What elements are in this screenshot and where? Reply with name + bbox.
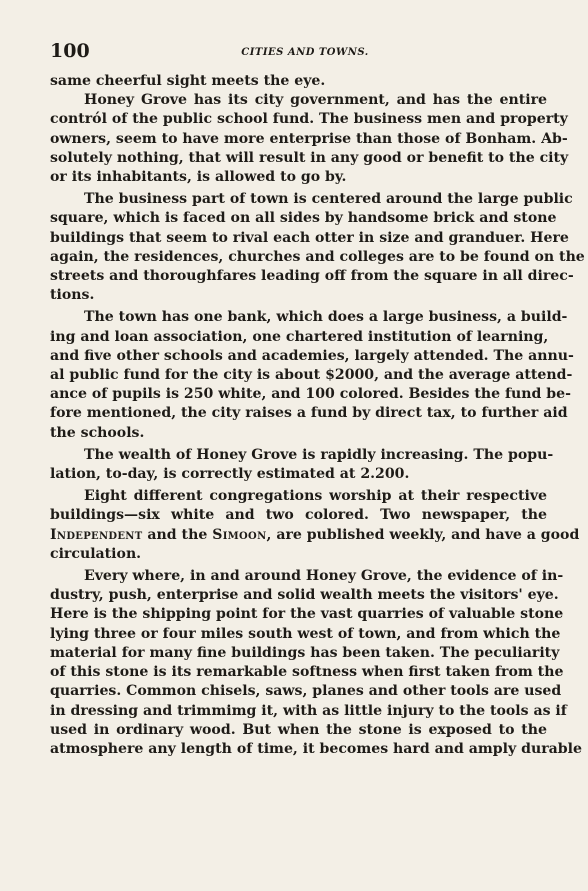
text-line: lation, to-day, is correctly estimated at 2.200. <box>50 466 410 483</box>
text-line: Eight different congregations worship at their respective <box>84 488 547 505</box>
text-line: streets and thoroughfares leading off from the square in all direc- <box>50 268 574 285</box>
running-head: CITIES AND TOWNS. <box>241 47 369 58</box>
text-line: and five other schools and academies, largely attended. The annu- <box>50 347 574 364</box>
text-line: again, the residences, churches and colleges are to be found on the <box>50 248 585 265</box>
text-line: atmosphere any length of time, it becomes hard and amply durable <box>50 740 582 757</box>
text-line: fore mentioned, the city raises a fund by direct tax, to further aid <box>50 405 568 422</box>
text-line: Honey Grove has its city government, and has the entire <box>84 92 547 109</box>
text-line: quarries. Common chisels, saws, planes and other tools are used <box>50 683 562 700</box>
text-line: owners, seem to have more enterprise than those of Bonham. Ab- <box>50 130 568 147</box>
text-line-newspapers <box>50 526 580 545</box>
newspaper-name-simoon: Simoon <box>212 526 267 543</box>
paragraph-3 <box>50 190 585 305</box>
body-text <box>50 72 585 759</box>
text-fragment: and the <box>147 526 208 543</box>
text-line: material for many fine buildings has been taken. The peculiarity <box>50 644 560 661</box>
text-line: same cheerful sight meets the eye. <box>50 73 326 89</box>
text-line: in dressing and trimmimg it, with as little injury to the tools as if <box>50 702 567 719</box>
text-fragment: , are published weekly, and have a good <box>266 526 580 543</box>
text-line: The business part of town is centered around the large public <box>84 191 573 208</box>
text-line: buildings that seem to rival each otter in size and granduer. Here <box>50 229 569 246</box>
text-line: contról of the public school fund. The business men and property <box>50 111 568 128</box>
text-line: tions. <box>50 287 95 304</box>
paragraph-6 <box>50 487 580 564</box>
text-line: circulation. <box>50 545 142 562</box>
text-line: square, which is faced on all sides by handsome brick and stone <box>50 210 557 227</box>
text-line: The wealth of Honey Grove is rapidly increasing. The popu- <box>84 446 554 463</box>
paragraph-1 <box>50 72 547 91</box>
text-line: or its inhabitants, is allowed to go by. <box>50 169 347 186</box>
paragraph-5 <box>50 446 554 484</box>
page-header <box>50 40 560 62</box>
text-line: lying three or four miles south west of town, and from which the <box>50 625 561 642</box>
text-line: ance of pupils is 250 white, and 100 colored. Besides the fund be- <box>50 386 571 403</box>
text-line: of this stone is its remarkable softness when first taken from the <box>50 664 564 681</box>
text-line: used in ordinary wood. But when the stone is exposed to the <box>50 721 547 738</box>
paragraph-7 <box>50 567 582 759</box>
page-number: 100 <box>50 40 90 62</box>
text-line: Every where, in and around Honey Grove, the evidence of in- <box>84 568 564 585</box>
text-line: dustry, push, enterprise and solid wealth meets the visitors' eye. <box>50 587 559 604</box>
newspaper-name-independent: Independent <box>50 526 143 543</box>
text-line: the schools. <box>50 424 145 441</box>
paragraph-4 <box>50 308 574 442</box>
text-line: solutely nothing, that will result in any good or benefit to the city <box>50 149 569 166</box>
text-line: buildings—six white and two colored. Two newspaper, the <box>50 507 547 524</box>
text-line: The town has one bank, which does a large business, a build- <box>84 309 568 326</box>
text-line: Here is the shipping point for the vast quarries of valuable stone <box>50 606 564 623</box>
text-line: ing and loan association, one chartered institution of learning, <box>50 328 549 345</box>
paragraph-2 <box>50 91 569 187</box>
text-line: al public fund for the city is about $2000, and the average attend- <box>50 367 573 384</box>
